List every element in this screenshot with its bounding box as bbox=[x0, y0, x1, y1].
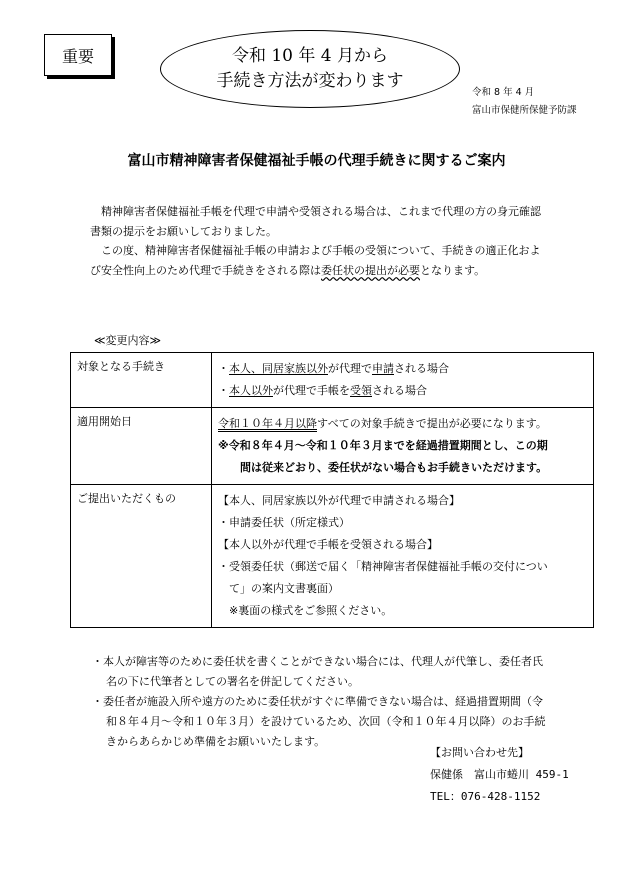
table-row bbox=[71, 408, 594, 485]
target-item-1-underlined: 本人、同居家族以外 bbox=[229, 362, 328, 375]
table-row bbox=[71, 485, 594, 628]
documents-item-1: ・申請委任状（所定様式） bbox=[218, 516, 350, 529]
issued-block bbox=[472, 84, 577, 120]
contact-tel: TEL：076-428-1152 bbox=[430, 790, 541, 803]
changes-heading: ≪変更内容≫ bbox=[94, 334, 162, 347]
documents-heading-1: 【本人、同居家族以外が代理で申請される場合】 bbox=[218, 494, 460, 507]
start-date-underlined: 令和１０年４月以降 bbox=[218, 417, 317, 430]
headline-line-1: 令和 10 年 4 月から bbox=[231, 46, 389, 66]
target-content bbox=[212, 353, 594, 408]
documents-item-2a: ・受領委任状（郵送で届く「精神障害者保健福祉手帳の交付につい bbox=[218, 560, 548, 573]
bullet: ・ bbox=[218, 384, 229, 397]
documents-item-2b: て」の案内文書裏面） bbox=[229, 582, 339, 595]
issued-department: 富山市保健所保健予防課 bbox=[472, 105, 577, 116]
target-item-1 bbox=[218, 358, 587, 380]
headline-line-2: 手続き方法が変わります bbox=[216, 71, 404, 91]
table-row bbox=[71, 353, 594, 408]
target-item-2-text: が代理で手帳を bbox=[273, 384, 350, 397]
contact-office: 保健係 富山市蜷川 459-1 bbox=[430, 768, 569, 781]
note-1: ・本人が障害等のために委任状を書くことができない場合には、代理人が代筆し、委任者氏名の下に代筆者としての署名を併記してください。 bbox=[92, 655, 543, 688]
contact-heading: 【お問い合わせ先】 bbox=[430, 746, 529, 759]
target-item-1-text: が代理で bbox=[328, 362, 372, 375]
issued-date: 令和 8 年 4 月 bbox=[472, 87, 535, 98]
intro-paragraph-1: 精神障害者保健福祉手帳を代理で申請や受領される場合は、これまで代理の方の身元確認書類の提示をお願いしておりました。 bbox=[90, 205, 541, 238]
notes-section bbox=[92, 652, 552, 752]
bullet: ・ bbox=[218, 362, 229, 375]
changes-table bbox=[70, 352, 594, 628]
contact-block bbox=[430, 742, 569, 808]
start-label: 適用開始日 bbox=[71, 408, 212, 485]
headline-ellipse bbox=[160, 30, 460, 108]
intro-p2-after: となります。 bbox=[420, 263, 486, 277]
intro-paragraph-2 bbox=[90, 241, 550, 280]
documents-heading-2: 【本人以外が代理で手帳を受領される場合】 bbox=[218, 538, 438, 551]
target-item-1-underlined-2: 申請 bbox=[372, 362, 394, 375]
target-item-2 bbox=[218, 380, 587, 402]
documents-note: ※裏面の様式をご参照ください。 bbox=[229, 604, 393, 617]
intro-section bbox=[90, 202, 550, 280]
target-item-1-end: される場合 bbox=[394, 362, 449, 375]
target-item-2-underlined: 本人以外 bbox=[229, 384, 273, 397]
target-item-2-end: される場合 bbox=[372, 384, 427, 397]
start-line-1 bbox=[218, 413, 587, 435]
document-title: 富山市精神障害者保健福祉手帳の代理手続きに関するご案内 bbox=[127, 153, 506, 169]
target-label: 対象となる手続き bbox=[71, 353, 212, 408]
start-line-1-rest: すべての対象手続きで提出が必要になります。 bbox=[317, 417, 547, 430]
start-content bbox=[212, 408, 594, 485]
important-badge-label: 重要 bbox=[61, 46, 94, 66]
start-line-3: 間は従来どおり、委任状がない場合もお手続きいただけます。 bbox=[240, 461, 548, 474]
intro-p2-before: この度、精神障害者保健福祉手帳の申請および手帳の受領について、手続きの適正化および安全性向上のため代理で手続きをされる際は bbox=[90, 244, 541, 277]
note-2: ・委任者が施設入所や遠方のために委任状がすぐに準備できない場合は、経過措置期間（令和８年４月～令和１０年３月）を設けているため、次回（令和１０年４月以降）のお手続きからあらかじめ準備をお願いいたします。 bbox=[92, 695, 546, 748]
documents-label: ご提出いただくもの bbox=[71, 485, 212, 628]
intro-p2-emphasis: 委任状の提出が必要 bbox=[321, 263, 420, 277]
important-badge bbox=[44, 34, 112, 76]
documents-content bbox=[212, 485, 594, 628]
start-line-2: ※令和８年４月～令和１０年３月までを経過措置期間とし、この期 bbox=[218, 439, 548, 452]
target-item-2-underlined-2: 受領 bbox=[350, 384, 372, 397]
